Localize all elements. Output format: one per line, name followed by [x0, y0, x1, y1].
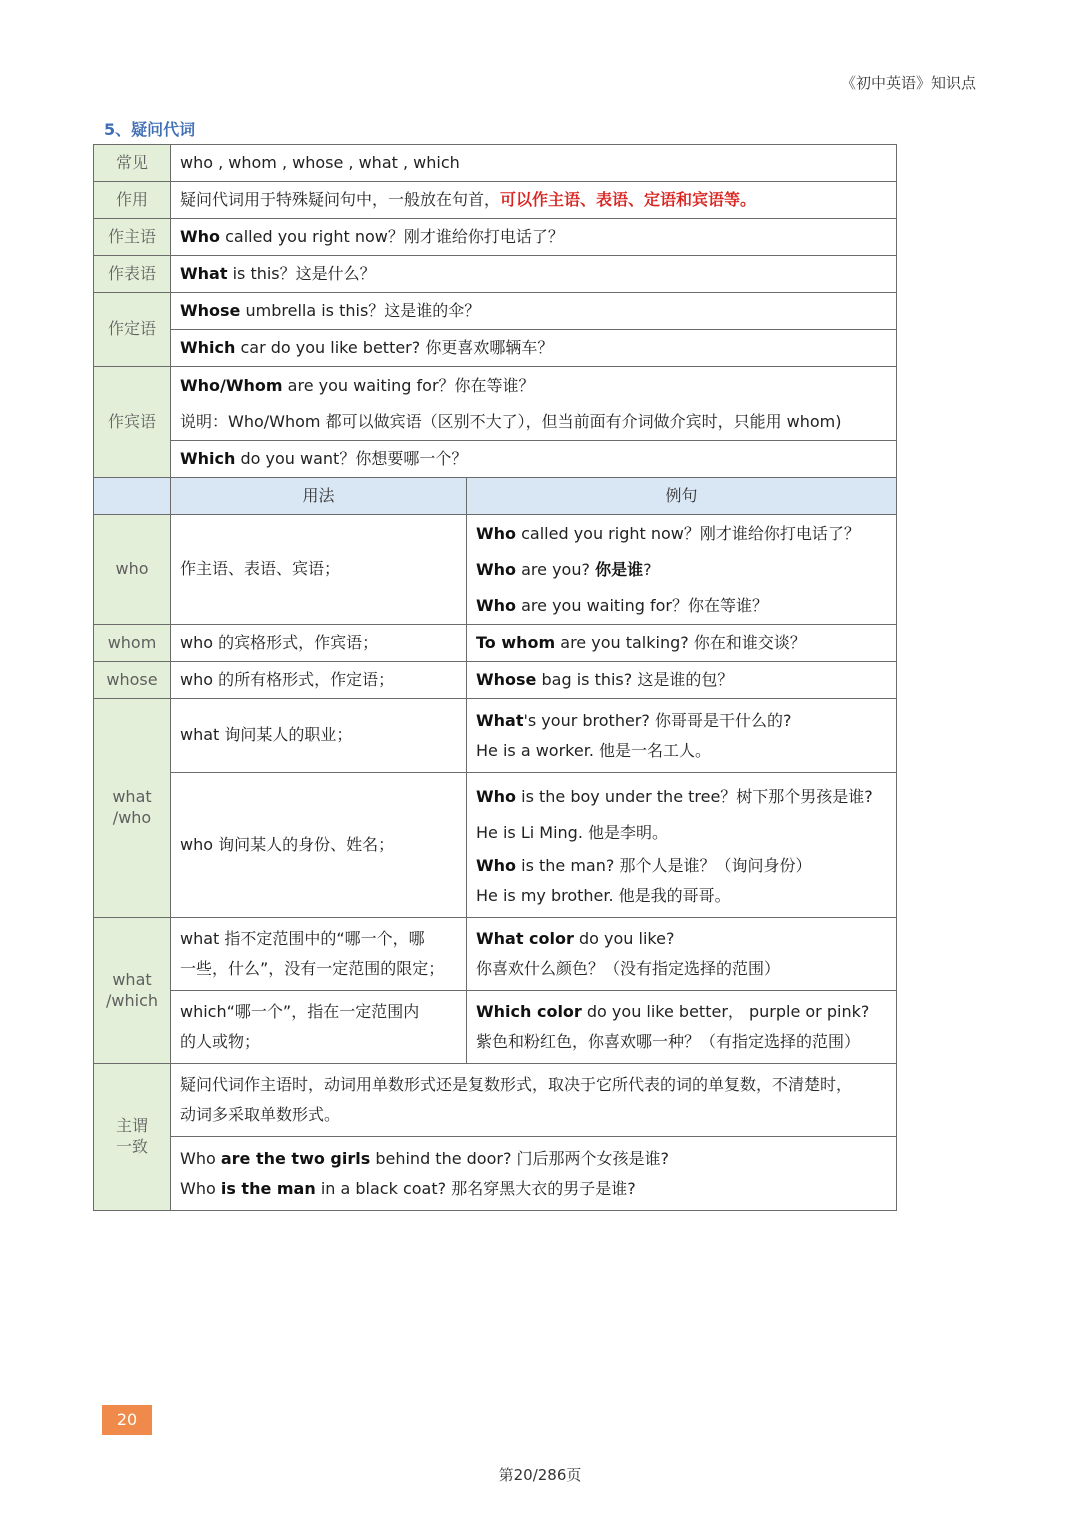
- keyword: Which color: [476, 1002, 582, 1021]
- row-label: 作宾语: [94, 367, 171, 478]
- label-line: what: [112, 787, 152, 807]
- example-sentence: [476, 779, 887, 815]
- row-object: [94, 367, 897, 478]
- sentence-rest: do you like better， purple or pink?: [581, 1002, 870, 1021]
- row-label: [94, 918, 171, 1064]
- sentence-rest: are you waiting for？你在等谁？: [516, 595, 769, 615]
- header-usage: 用法: [171, 478, 467, 515]
- example-sentence: [476, 706, 887, 736]
- row-predicative: [94, 256, 897, 293]
- sentence-rest: called you right now？刚才谁给你打电话了？: [516, 523, 860, 543]
- sentence-rest: car do you like better? 你更喜欢哪辆车？: [235, 337, 554, 357]
- example-cell: [467, 773, 897, 918]
- example-sentence: [171, 219, 897, 256]
- row-agreement-rule: [94, 1064, 897, 1137]
- sentence-rest: ?: [643, 559, 652, 579]
- example-sentence: [476, 997, 887, 1027]
- example-sentence: [180, 1174, 887, 1204]
- row-attributive-2: [94, 330, 897, 367]
- example-sentence: 你喜欢什么颜色？（没有指定选择的范围）: [476, 959, 781, 978]
- sentence-rest: in a black coat? 那名穿黑大衣的男子是谁?: [315, 1178, 636, 1198]
- keyword: What color: [476, 929, 574, 948]
- example-cell: [467, 515, 897, 625]
- usage-line: which“哪一个”，指在一定范围内: [180, 1002, 420, 1021]
- keyword: Who: [476, 787, 517, 806]
- example-cell: [467, 699, 897, 773]
- keyword: are the two girls: [220, 1148, 371, 1168]
- usage-plain: 疑问代词用于特殊疑问句中，一般放在句首，: [180, 189, 501, 209]
- keyword: Whose: [180, 300, 241, 320]
- example-sentence: [476, 516, 887, 552]
- keyword: Which: [180, 337, 236, 357]
- example-sentence: He is a worker. 他是一名工人。: [476, 740, 711, 760]
- usage-line: 一些，什么”，没有一定范围的限定；: [180, 959, 445, 978]
- keyword: Who: [476, 856, 517, 875]
- example-cell: [467, 918, 897, 991]
- row-table-header: [94, 478, 897, 515]
- example-sentence: [467, 625, 897, 662]
- keyword: What: [476, 710, 524, 730]
- example-sentence: [171, 330, 897, 367]
- row-label: 常见: [94, 145, 171, 182]
- row-label: whose: [94, 662, 171, 699]
- example-sentence: 紫色和粉红色，你喜欢哪一种？（有指定选择的范围）: [476, 1032, 861, 1051]
- keyword: Who: [476, 559, 517, 579]
- keyword: is the man: [220, 1178, 316, 1198]
- header-example: 例句: [467, 478, 897, 515]
- common-text: who , whom , whose , what , which: [171, 145, 897, 182]
- keyword: Who: [180, 226, 221, 246]
- sentence-rest: are you talking? 你在和谁交谈？: [555, 632, 806, 652]
- row-label: 作定语: [94, 293, 171, 367]
- document-header-title: 《初中英语》知识点: [840, 74, 976, 92]
- usage-line: what 指不定范围中的“哪一个，哪: [180, 929, 425, 948]
- usage-cell: [171, 918, 467, 991]
- usage-cell: who 的宾格形式，作宾语；: [171, 625, 467, 662]
- object-examples: [171, 367, 897, 478]
- keyword: Whose: [476, 669, 537, 689]
- sentence-start: Who: [180, 1178, 221, 1198]
- example-sentence: [171, 440, 896, 477]
- sentence-rest: are you?: [516, 559, 596, 579]
- keyword: Who: [476, 595, 517, 615]
- row-label: [94, 699, 171, 918]
- example-sentence: [476, 588, 887, 624]
- sentence-rest: are you waiting for？你在等谁？: [282, 375, 535, 395]
- row-label: whom: [94, 625, 171, 662]
- example-sentence: He is Li Ming. 他是李明。: [476, 823, 668, 842]
- row-label: who: [94, 515, 171, 625]
- interrogative-pronoun-table: [93, 144, 897, 1211]
- example-cell: [171, 1137, 897, 1211]
- label-line: what: [112, 969, 152, 989]
- sentence-rest: is the man? 那个人是谁？（询问身份）: [516, 856, 812, 875]
- keyword: What: [180, 263, 228, 283]
- sentence-rest: do you like?: [573, 929, 675, 948]
- row-attributive-1: [94, 293, 897, 330]
- row-whose: [94, 662, 897, 699]
- sentence-start: Who: [180, 1148, 221, 1168]
- rule-line: 疑问代词作主语时，动词用单数形式还是复数形式，取决于它所代表的词的单复数，不清楚时，: [180, 1075, 853, 1094]
- agreement-rule: [171, 1064, 897, 1137]
- usage-cell: who 的所有格形式，作定语；: [171, 662, 467, 699]
- keyword: Who/Whom: [180, 375, 283, 395]
- rule-line: 动词多采取单数形式。: [180, 1105, 341, 1124]
- usage-line: 的人或物；: [180, 1032, 261, 1051]
- row-who: [94, 515, 897, 625]
- row-common: [94, 145, 897, 182]
- object-note: 说明：Who/Whom 都可以做宾语（区别不大了），但当前面有介词做介宾时，只能用 whom): [180, 411, 842, 431]
- row-agreement-examples: [94, 1137, 897, 1211]
- example-sentence: [476, 851, 887, 881]
- row-label: 作主语: [94, 219, 171, 256]
- keyword: Which: [180, 448, 236, 468]
- usage-cell: 作主语、表语、宾语；: [171, 515, 467, 625]
- label-line: /which: [106, 990, 158, 1010]
- row-which-definite: [94, 991, 897, 1064]
- sentence-rest: do you want？你想要哪一个？: [235, 448, 468, 468]
- label-line: 主谓: [115, 1116, 148, 1136]
- sentence-rest: bag is this? 这是谁的包？: [536, 669, 734, 689]
- example-sentence: [171, 293, 897, 330]
- example-sentence: [476, 924, 887, 954]
- example-sentence: [171, 256, 897, 293]
- sentence-rest: is the boy under the tree？树下那个男孩是谁?: [516, 787, 873, 806]
- example-sentence: He is my brother. 他是我的哥哥。: [476, 886, 731, 905]
- header-empty-cell: [94, 478, 171, 515]
- sentence-rest: umbrella is this？这是谁的伞？: [240, 300, 481, 320]
- usage-text: [171, 182, 897, 219]
- example-sentence: [171, 368, 896, 404]
- page-footer: 第20/286页: [498, 1466, 582, 1484]
- sentence-rest: 's your brother? 你哥哥是干什么的?: [523, 710, 792, 730]
- row-what-indefinite: [94, 918, 897, 991]
- label-line: /who: [112, 808, 152, 827]
- row-usage: [94, 182, 897, 219]
- usage-cell: what 询问某人的职业；: [171, 699, 467, 773]
- row-who-identity: [94, 773, 897, 918]
- sentence-rest: behind the door? 门后那两个女孩是谁?: [370, 1148, 670, 1168]
- row-label: [94, 1064, 171, 1211]
- row-what-job: [94, 699, 897, 773]
- page-number-badge: 20: [102, 1405, 152, 1435]
- keyword: To whom: [476, 632, 556, 652]
- example-sentence: [467, 662, 897, 699]
- row-label: 作表语: [94, 256, 171, 293]
- example-cell: [467, 991, 897, 1064]
- sentence-rest: is this？这是什么？: [227, 263, 376, 283]
- section-title: 5、疑问代词: [104, 120, 196, 139]
- usage-highlight: 可以作主语、表语、定语和宾语等。: [500, 189, 757, 209]
- usage-cell: [171, 991, 467, 1064]
- row-whom: [94, 625, 897, 662]
- example-sentence: [180, 1144, 887, 1174]
- example-sentence: [476, 552, 887, 588]
- row-subject: [94, 219, 897, 256]
- usage-cell: who 询问某人的身份、姓名；: [171, 773, 467, 918]
- label-line: 一致: [115, 1137, 148, 1156]
- row-label: 作用: [94, 182, 171, 219]
- keyword: 你是谁: [595, 559, 644, 579]
- keyword: Who: [476, 523, 517, 543]
- sentence-rest: called you right now？刚才谁给你打电话了？: [220, 226, 564, 246]
